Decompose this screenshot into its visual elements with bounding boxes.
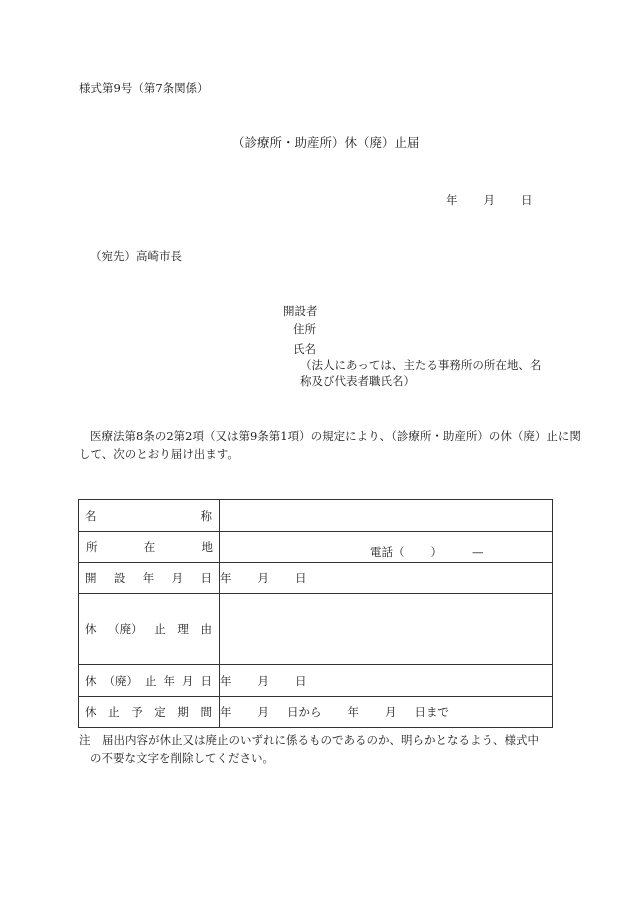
- opened-date-label: 開 設 年 月 日: [85, 571, 212, 585]
- month-label: 月: [483, 193, 495, 207]
- applicant-note-line2: 称及び代表者職氏名）: [300, 374, 415, 388]
- row-reason: [79, 594, 553, 665]
- closure-date-label: 休 （廃） 止 年 月 日: [85, 673, 212, 688]
- location-row-label: 所 在 地: [86, 540, 213, 554]
- body-text-line2: して、次のとおり届け出ます。: [79, 447, 239, 461]
- footnote-line1: 注 届出内容が休止又は廃止のいずれに係るものであるのか、明らかとなるよう、様式中: [79, 733, 539, 747]
- planned-period-cell[interactable]: 年 月 日から 年 月 日まで: [220, 697, 553, 728]
- opened-date-cell[interactable]: 年 月 日: [220, 563, 553, 594]
- phone-field: 電話（ ） —: [370, 545, 484, 559]
- location-value-cell[interactable]: [220, 532, 553, 563]
- reason-value-cell[interactable]: [220, 594, 553, 665]
- form-title: （診療所・助産所）休（廃）止届: [232, 135, 420, 150]
- row-closure-date: [79, 665, 553, 697]
- addressee: （宛先）高崎市長: [90, 249, 182, 263]
- year-label: 年: [446, 193, 458, 207]
- name-row-label: 名 称: [85, 508, 212, 523]
- notification-table: [78, 499, 553, 728]
- form-number: 様式第9号（第7条関係）: [79, 81, 209, 95]
- address-label: 住所: [293, 322, 316, 336]
- row-location: [79, 532, 553, 563]
- row-name: [79, 500, 553, 532]
- day-label: 日: [521, 193, 533, 207]
- row-opened-date: [79, 563, 553, 594]
- body-text-line1: 医療法第8条の2第2項（又は第9条第1項）の規定により、（診療所・助産所）の休（廃）止に関: [90, 429, 581, 443]
- planned-period-label: 休 止 予 定 期 間: [85, 705, 212, 719]
- row-planned-period: [79, 697, 553, 728]
- reason-label: 休 （廃） 止 理 由: [85, 622, 212, 636]
- applicant-note-line1: （法人にあっては、主たる事務所の所在地、名: [300, 358, 542, 372]
- footnote-line2: の不要な文字を削除してください。: [90, 751, 274, 765]
- submission-date: [446, 192, 533, 208]
- closure-date-cell[interactable]: 年 月 日: [220, 665, 553, 697]
- name-label: 氏名: [293, 342, 316, 356]
- name-value-cell[interactable]: [220, 500, 553, 532]
- applicant-label: 開設者: [283, 304, 318, 318]
